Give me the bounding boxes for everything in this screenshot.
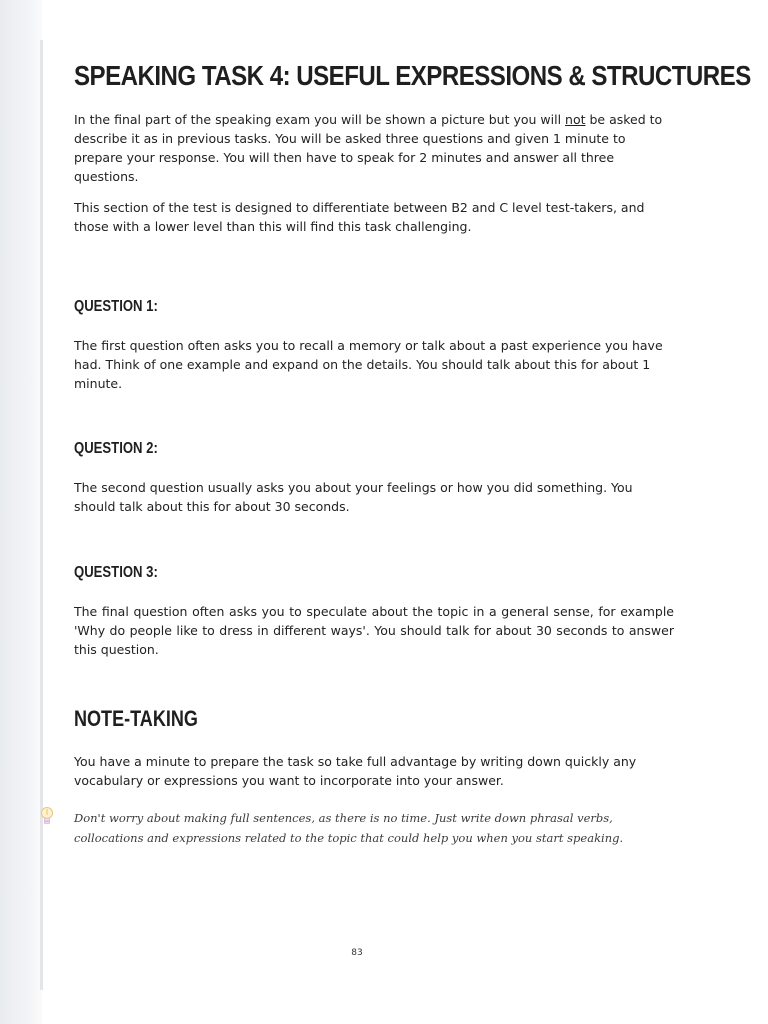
note-taking-heading: NOTE-TAKING [74,706,198,731]
intro-text-after: be asked to describe it as in previous tasks. You will be asked three questions and given 1 minute to prepare your response. You will then have to speak for 2 minutes and answer all three questions. [74,112,663,184]
intro-paragraph-2: This section of the test is designed to differentiate between B2 and C level test-takers, and those with a lower level than this will find this task challenging. [74,200,645,234]
question-1-heading: QUESTION 1: [74,298,158,315]
question-3-heading: QUESTION 3: [74,564,158,581]
question-3-section [74,564,674,671]
lightbulb-icon [40,806,54,828]
intro-underlined-word: not [565,112,586,127]
page-title: SPEAKING TASK 4: USEFUL EXPRESSIONS & STRUCTURES [74,60,751,91]
question-2-heading: QUESTION 2: [74,440,158,457]
page-edge [40,40,43,990]
main-content [74,60,751,248]
question-2-section [74,440,674,528]
intro-paragraph-1 [74,110,674,186]
question-1-section [74,298,674,405]
page-gutter [0,0,42,1024]
tip-text: Don't worry about making full sentences, as there is no time. Just write down phrasal verbs, collocations and expressions related to the topic that could help you when you start speaking. [74,811,624,845]
note-taking-text: You have a minute to prepare the task so take full advantage by writing down quickly any vocabulary or expressions you want to incorporate into your answer. [74,754,637,788]
question-2-text: The second question usually asks you about your feelings or how you did something. You should talk about this for about 30 seconds. [74,480,633,514]
intro-text-before: In the final part of the speaking exam you will be shown a picture but you will [74,112,566,127]
question-3-text: The final question often asks you to speculate about the topic in a general sense, for example 'Why do people like to dress in different ways'. You should talk for about 30 seconds to answer this question. [74,604,674,657]
question-1-text: The first question often asks you to recall a memory or talk about a past experience you have had. Think of one example and expand on the details. You should talk about this for about 1 minute. [74,338,663,391]
page-number: 83 [351,948,363,958]
note-taking-section [74,706,674,802]
